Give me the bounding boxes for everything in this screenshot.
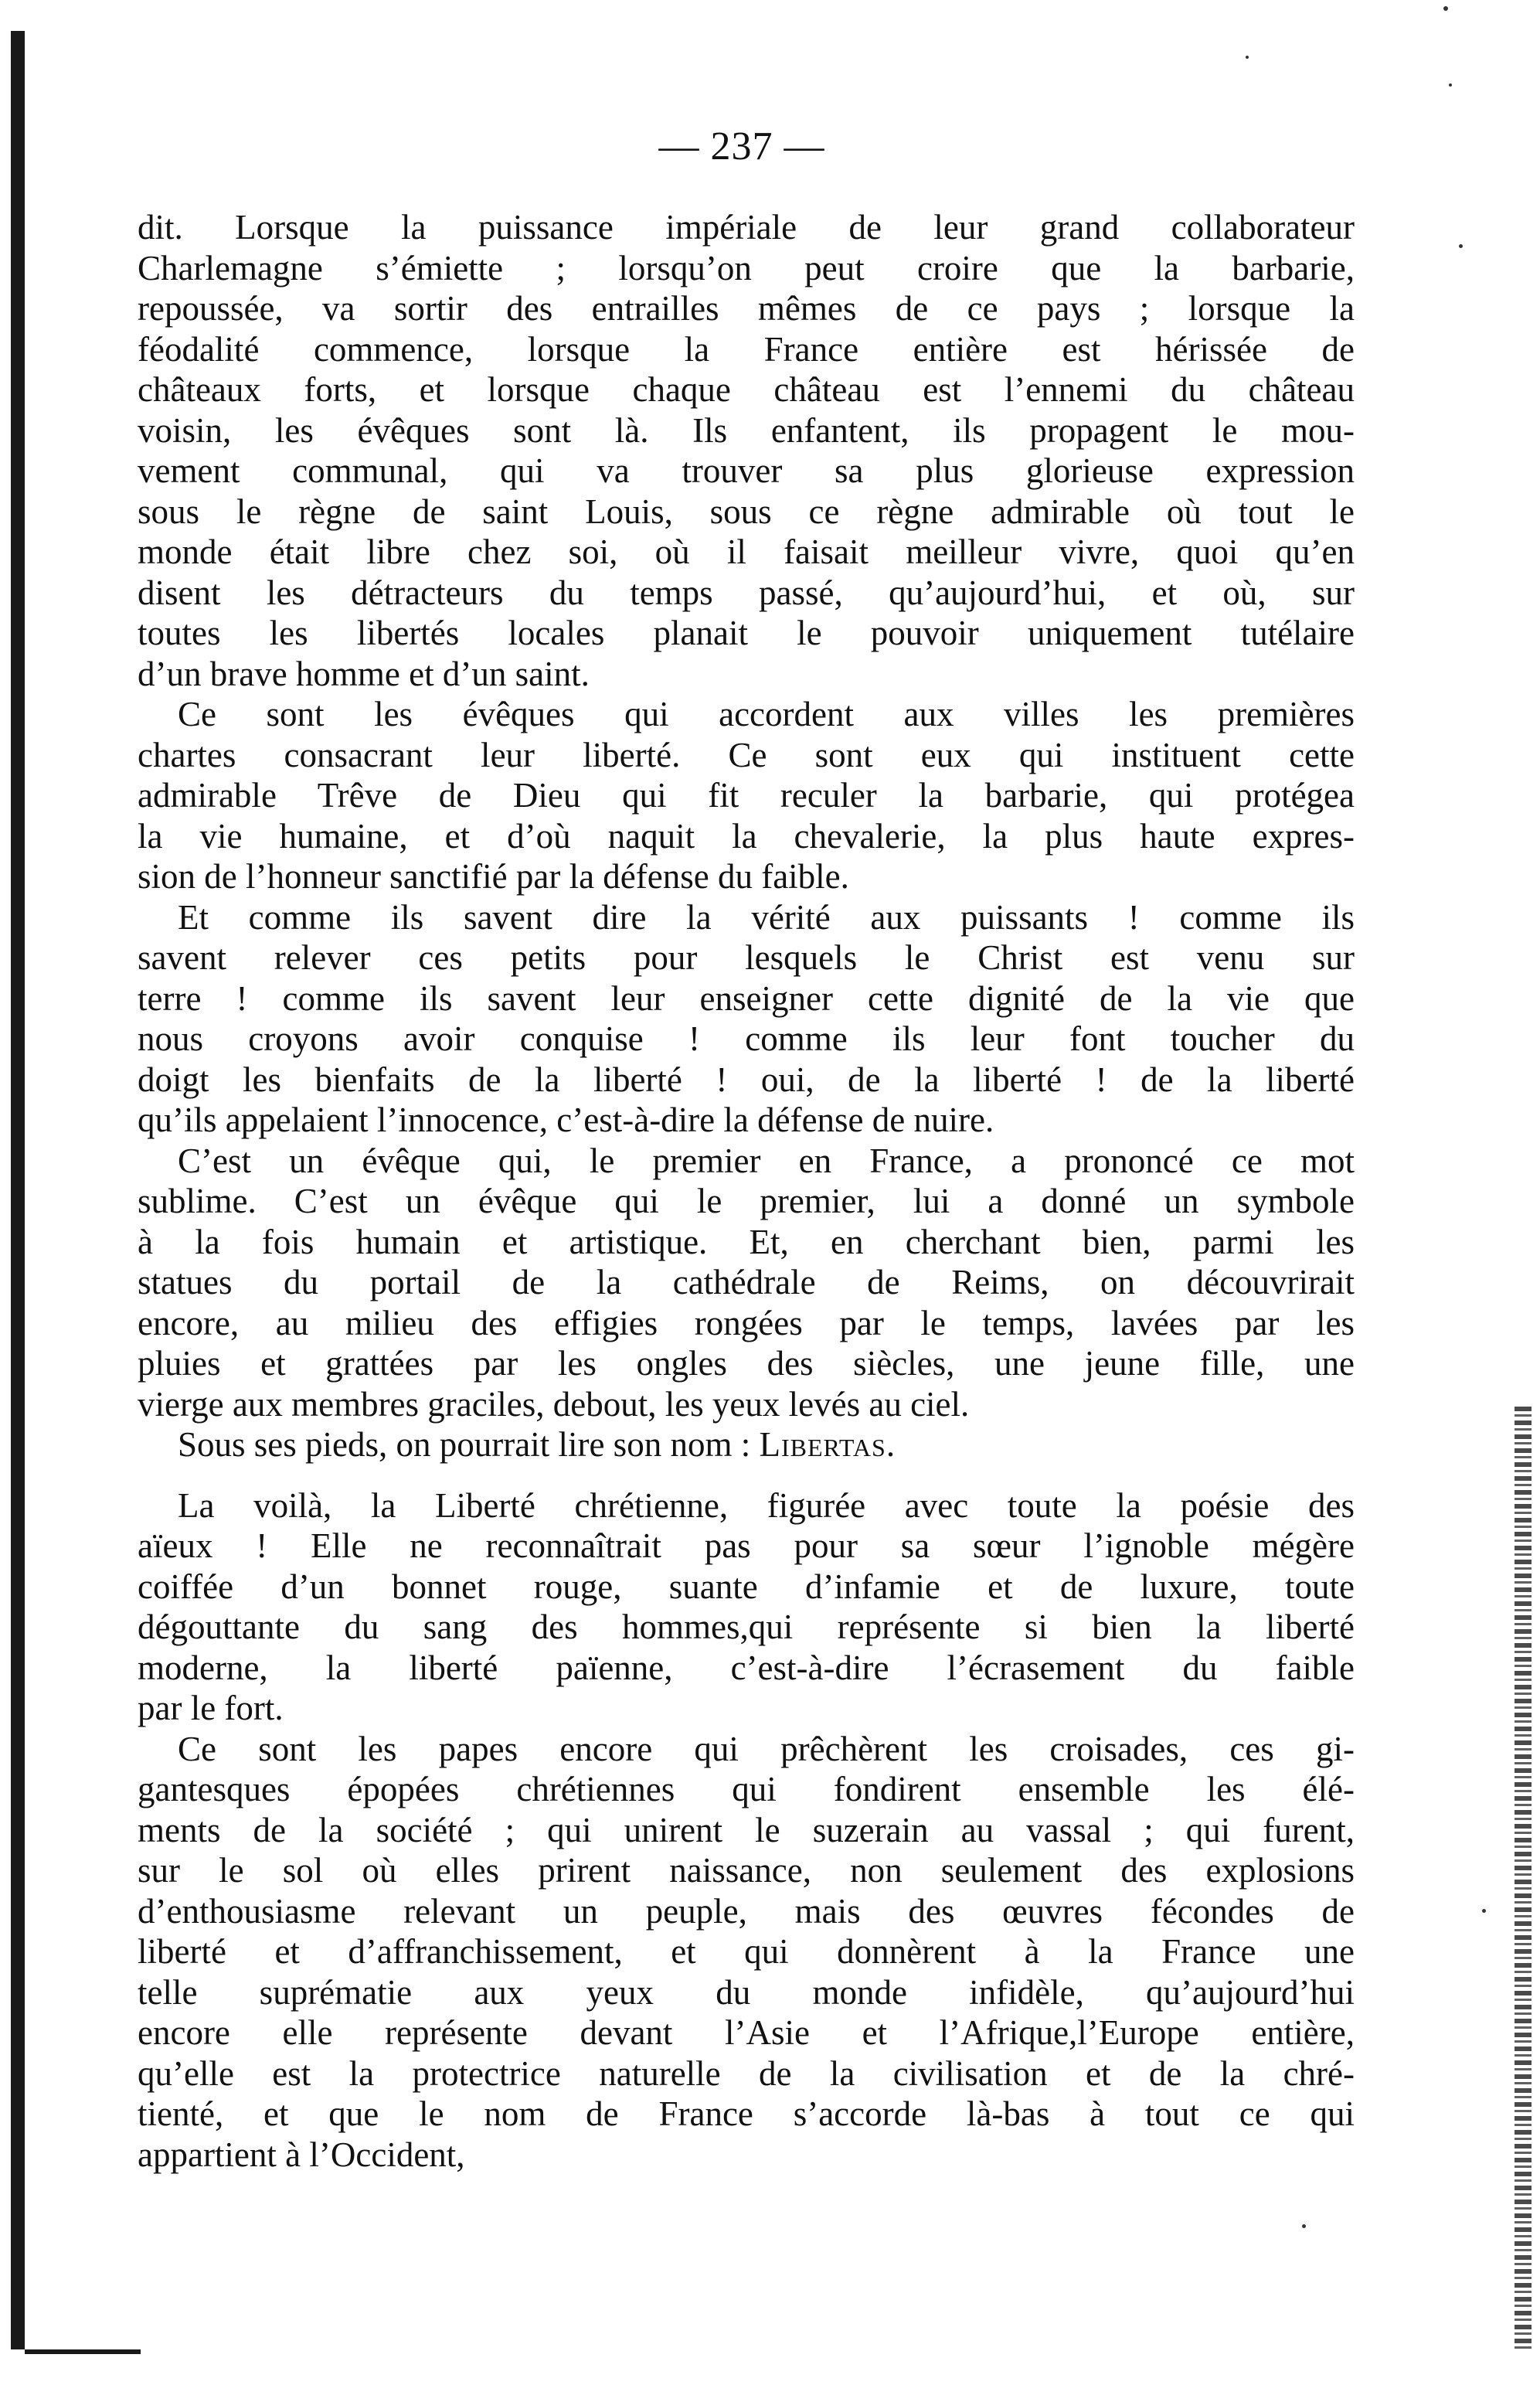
text-line: nous croyons avoir conquise ! comme ils leur font toucher du <box>138 1019 1355 1058</box>
text-line: châteaux forts, et lorsque chaque château est l’ennemi du château <box>138 370 1355 409</box>
text-line: ments de la société ; qui unirent le suzerain au vassal ; qui furent, <box>138 1810 1355 1849</box>
libertas-word: Libertas <box>759 1425 886 1464</box>
scan-edge-left <box>11 31 25 2349</box>
text-line: telle suprématie aux yeux du monde infidèle, qu’aujourd’hui <box>138 1972 1355 2012</box>
text-line: encore, au milieu des effigies rongées par le temps, lavées par les <box>138 1303 1355 1342</box>
text-line: Sous ses pieds, on pourrait lire son nom : Libertas. <box>178 1425 896 1464</box>
speck <box>1449 83 1452 87</box>
paragraph-gap <box>138 1465 1355 1485</box>
text-line: appartient à l’Occident, <box>138 2135 465 2174</box>
text-line: Ce sont les papes encore qui prêchèrent les croisades, ces gi- <box>178 1729 1355 1768</box>
text-line: qu’ils appelaient l’innocence, c’est-à-dire la défense de nuire. <box>138 1101 994 1139</box>
text-line: savent relever ces petits pour lesquels le Christ est venu sur <box>138 938 1355 977</box>
text-line: tienté, et que le nom de France s’accorde là-bas à tout ce qui <box>138 2094 1355 2133</box>
text-line: d’un brave homme et d’un saint. <box>138 654 590 693</box>
text-line: d’enthousiasme relevant un peuple, mais des œuvres fécondes de <box>138 1891 1355 1931</box>
text-line: liberté et d’affranchissement, et qui donnèrent à la France une <box>138 1932 1355 1971</box>
speck <box>1246 56 1249 59</box>
text-line: pluies et grattées par les ongles des siècles, une jeune fille, une <box>138 1344 1355 1383</box>
text-line: gantesques épopées chrétiennes qui fondirent ensemble les élé- <box>138 1770 1355 1808</box>
text-line: sur le sol où elles prirent naissance, non seulement des explosions <box>138 1851 1355 1890</box>
text-line: sion de l’honneur sanctifié par la défense du faible. <box>138 857 849 896</box>
text-line: terre ! comme ils savent leur enseigner cette dignité de la vie que <box>138 978 1355 1018</box>
text-line: toutes les libertés locales planait le pouvoir uniquement tutélaire <box>138 614 1355 652</box>
text-line: aïeux ! Elle ne reconnaîtrait pas pour sa sœur l’ignoble mégère <box>138 1526 1355 1565</box>
speck <box>1482 1909 1486 1913</box>
page-number: — 237 — <box>658 124 825 168</box>
speck <box>1443 6 1448 11</box>
text-line: La voilà, la Liberté chrétienne, figurée avec toute la poésie des <box>178 1485 1355 1525</box>
text-line: la vie humaine, et d’où naquit la chevalerie, la plus haute expres- <box>138 816 1355 856</box>
text-line: moderne, la liberté païenne, c’est-à-dire l’écrasement du faible <box>138 1648 1355 1687</box>
text-line: dégouttante du sang des hommes,qui représente si bien la liberté <box>138 1608 1355 1646</box>
text-line: féodalité commence, lorsque la France entière est hérissée de <box>138 329 1355 369</box>
text-line: voisin, les évêques sont là. Ils enfantent, ils propagent le mou- <box>138 410 1355 450</box>
text-line: Et comme ils savent dire la vérité aux puissants ! comme ils <box>178 897 1355 937</box>
text-line: Charlemagne s’émiette ; lorsqu’on peut croire que la barbarie, <box>138 248 1355 287</box>
body-text <box>138 207 1355 2175</box>
text-line: encore elle représente devant l’Asie et l’Afrique,l’Europe entière, <box>138 2013 1355 2052</box>
text-line: sublime. C’est un évêque qui le premier, lui a donné un symbole <box>138 1182 1355 1220</box>
text-line: à la fois humain et artistique. Et, en cherchant bien, parmi les <box>138 1222 1355 1261</box>
speck <box>1459 244 1463 248</box>
text-line: vement communal, qui va trouver sa plus glorieuse expression <box>138 451 1355 490</box>
text-line: Ce sont les évêques qui accordent aux villes les premières <box>178 695 1355 733</box>
text-line: doigt les bienfaits de la liberté ! oui, de la liberté ! de la liberté <box>138 1060 1355 1099</box>
text-line: sous le règne de saint Louis, sous ce règne admirable où tout le <box>138 492 1355 531</box>
text-line: C’est un évêque qui, le premier en France, a prononcé ce mot <box>178 1141 1355 1180</box>
text-line: chartes consacrant leur liberté. Ce sont eux qui instituent cette <box>138 735 1355 774</box>
text-line: dit. Lorsque la puissance impériale de leur grand collaborateur <box>138 208 1355 247</box>
scan-edge-bottom <box>25 2349 141 2354</box>
text-line: disent les détracteurs du temps passé, qu’aujourd’hui, et où, sur <box>138 573 1355 612</box>
text-line: par le fort. <box>138 1689 284 1727</box>
text-line: vierge aux membres graciles, debout, les yeux levés au ciel. <box>138 1384 970 1424</box>
text-fragment: Sous ses pieds, on pourrait lire son nom : <box>178 1425 760 1464</box>
text-line: monde était libre chez soi, où il faisait meilleur vivre, quoi qu’en <box>138 532 1355 571</box>
text-line: qu’elle est la protectrice naturelle de la civilisation et de la chré- <box>138 2053 1355 2093</box>
text-line: statues du portail de la cathédrale de Reims, on découvrirait <box>138 1263 1355 1301</box>
text-line: admirable Trêve de Dieu qui fit reculer la barbarie, qui protégea <box>138 776 1355 815</box>
scan-edge-right <box>1515 1407 1532 2349</box>
text-line: repoussée, va sortir des entrailles mêmes de ce pays ; lorsque la <box>138 289 1355 328</box>
text-line: coiffée d’un bonnet rouge, suante d’infamie et de luxure, toute <box>138 1567 1355 1606</box>
speck <box>1302 2224 1306 2228</box>
